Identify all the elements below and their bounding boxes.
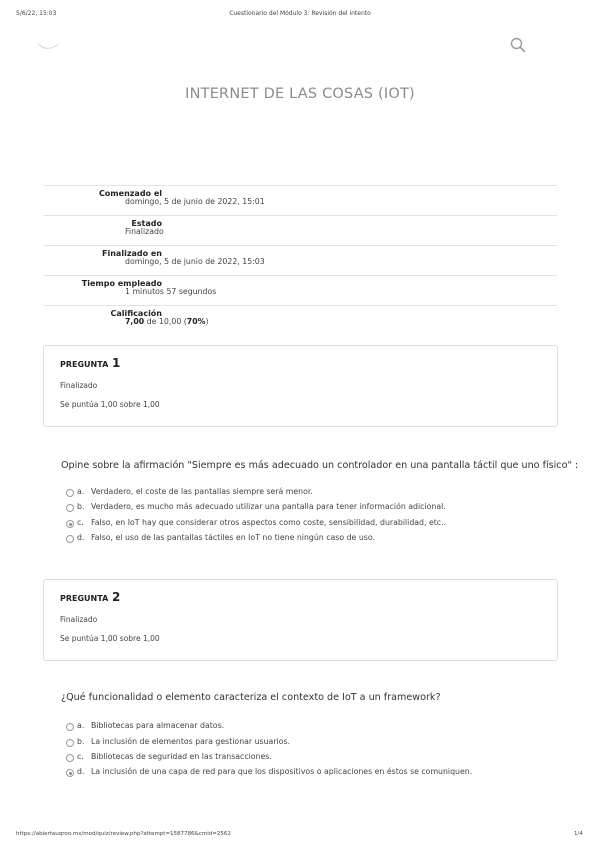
option-text: Verdadero, es mucho más adecuado utilizar una pantalla para tener información adicional.	[91, 502, 446, 511]
question-info-card	[43, 579, 558, 661]
option-letter: d.	[77, 767, 85, 776]
summary-label: Finalizado en	[102, 249, 162, 258]
option-letter: d.	[77, 533, 85, 542]
question-prompt: ¿Qué funcionalidad o elemento caracteriza el contexto de IoT a un framework?	[61, 692, 441, 703]
question-mark: Se puntúa 1,00 sobre 1,00	[60, 634, 160, 643]
option-letter: a.	[77, 721, 85, 730]
print-page-number: 1/4	[574, 831, 583, 837]
question-state: Finalizado	[60, 615, 98, 624]
question-label: PREGUNTA	[60, 594, 109, 603]
summary-row-started	[44, 185, 557, 216]
radio-icon[interactable]	[66, 504, 74, 512]
grade-end: )	[205, 317, 209, 326]
question-prompt: Opine sobre la afirmación "Siempre es más adecuado un controlador en una pantalla táctil que uno físico" :	[61, 460, 579, 471]
option-letter: b.	[77, 502, 85, 511]
print-doc-title: Cuestionario del Módulo 3: Revisión del intento	[229, 10, 371, 17]
question-info-card	[43, 345, 558, 427]
summary-label: Calificación	[110, 309, 162, 318]
question-number: 2	[112, 590, 121, 604]
radio-icon[interactable]	[66, 723, 74, 731]
radio-icon[interactable]	[66, 739, 74, 747]
option-text: La inclusión de elementos para gestionar usuarios.	[91, 737, 291, 746]
option-text: La inclusión de una capa de red para que los dispositivos o aplicaciones en éstos se comuniquen.	[91, 767, 473, 776]
radio-icon[interactable]	[66, 489, 74, 497]
summary-value: 1 minutos 57 segundos	[125, 287, 217, 296]
summary-value: domingo, 5 de junio de 2022, 15:01	[125, 197, 265, 206]
grade-value	[125, 317, 209, 326]
option-text: Bibliotecas para almacenar datos.	[91, 721, 225, 730]
option-letter: c.	[77, 752, 84, 761]
summary-value: domingo, 5 de junio de 2022, 15:03	[125, 257, 265, 266]
summary-row-state	[44, 215, 557, 246]
question-mark: Se puntúa 1,00 sobre 1,00	[60, 400, 160, 409]
course-title: INTERNET DE LAS COSAS (IOT)	[185, 86, 415, 102]
radio-selected-icon[interactable]	[66, 769, 74, 777]
logo-swoosh-icon[interactable]	[34, 36, 64, 54]
option-letter: c.	[77, 518, 84, 527]
question-state: Finalizado	[60, 381, 98, 390]
option-letter: b.	[77, 737, 85, 746]
option-text: Falso, en IoT hay que considerar otros aspectos como coste, sensibilidad, durabilidad, etc..	[91, 518, 447, 527]
option-text: Bibliotecas de seguridad en las transacciones.	[91, 752, 272, 761]
question-label: PREGUNTA	[60, 360, 109, 369]
summary-row-finished	[44, 245, 557, 276]
option-text: Falso, el uso de las pantallas táctiles en IoT no tiene ningún caso de uso.	[91, 533, 375, 542]
search-icon[interactable]	[510, 37, 526, 53]
print-date: 5/6/22, 15:03	[16, 10, 57, 17]
question-number: 1	[112, 356, 121, 370]
option-letter: a.	[77, 487, 85, 496]
summary-label: Comenzado el	[98, 189, 162, 198]
grade-score: 7,00	[125, 317, 145, 326]
summary-value: Finalizado	[125, 227, 164, 236]
summary-label: Estado	[131, 219, 162, 228]
radio-icon[interactable]	[66, 535, 74, 543]
summary-row-time	[44, 275, 557, 306]
radio-icon[interactable]	[66, 754, 74, 762]
grade-percent: 70%	[186, 317, 206, 326]
grade-middle: de 10,00 (	[144, 317, 187, 326]
summary-row-grade	[44, 305, 557, 336]
radio-selected-icon[interactable]	[66, 520, 74, 528]
summary-label: Tiempo empleado	[81, 279, 162, 288]
option-text: Verdadero, el coste de las pantallas siempre será menor.	[91, 487, 313, 496]
print-url: https://abiertauqroo.mx/mod/quiz/review.php?attempt=1587786&cmid=2562	[16, 831, 231, 837]
